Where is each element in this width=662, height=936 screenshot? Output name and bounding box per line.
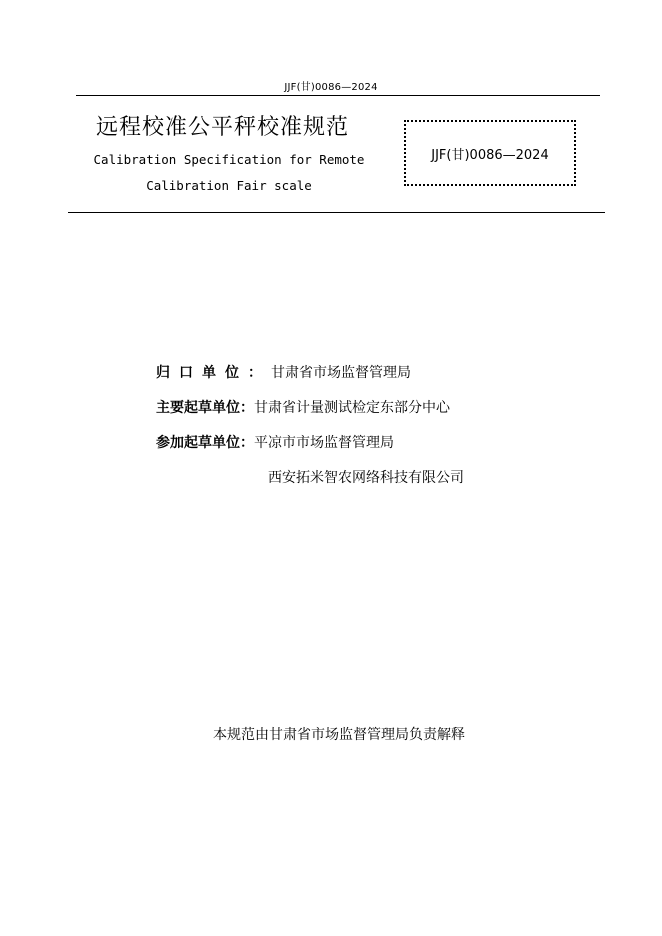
main-drafter-row [156,398,450,418]
participating-drafter-value-2: 西安拓米智农网络科技有限公司 [268,470,464,486]
responsible-unit-label: 归口单位： [156,365,271,381]
english-title-line-2: Calibration Fair scale [146,178,312,193]
main-drafter-value: 甘肃省计量测试检定东部分中心 [254,400,450,416]
title-divider [68,212,605,213]
participating-drafter-value-1: 平凉市市场监督管理局 [254,435,394,451]
responsible-unit-value: 甘肃省市场监督管理局 [271,365,411,381]
main-drafter-label: 主要起草单位： [156,400,254,416]
document-title-english [76,147,382,199]
standard-code: JJF(甘)0086—2024 [431,148,549,163]
english-title-line-1: Calibration Specification for Remote [93,152,365,167]
header-standard-code: JJF(甘)0086—2024 [284,82,378,93]
participating-drafter-row [156,433,394,453]
responsible-unit-row [156,363,411,383]
top-divider [76,95,600,96]
interpretation-note: 本规范由甘肃省市场监督管理局负责解释 [213,727,465,743]
participating-drafter-label: 参加起草单位： [156,435,254,451]
standard-code-box [404,120,576,186]
document-title-chinese: 远程校准公平秤校准规范 [96,115,350,140]
